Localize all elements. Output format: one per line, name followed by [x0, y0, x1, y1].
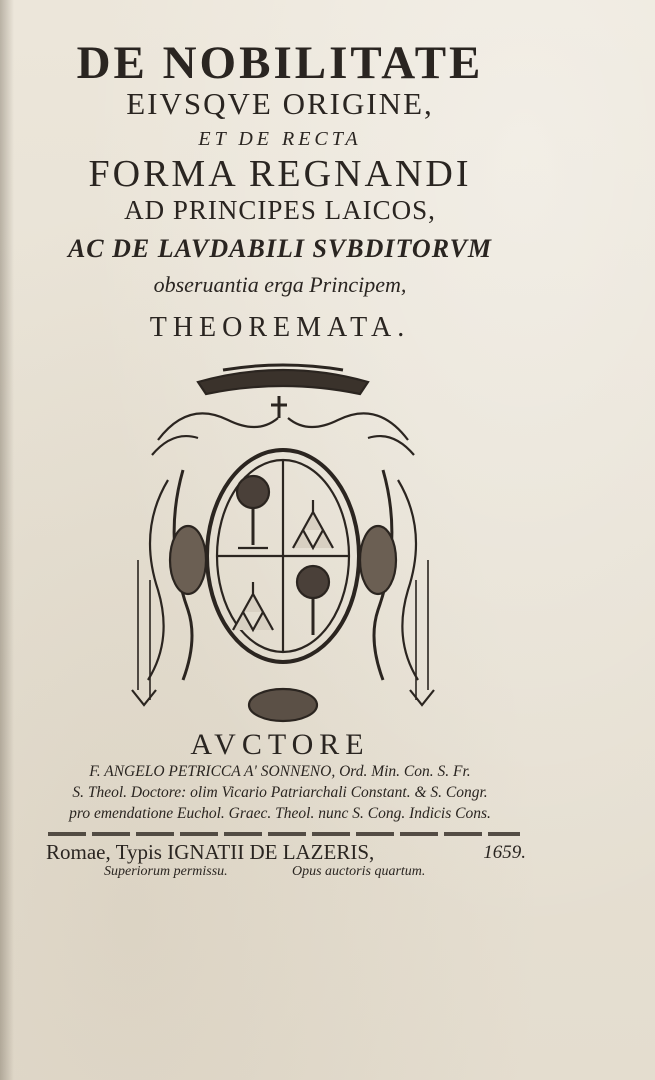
author-line-1: F. ANGELO PETRICCA A' SONNENO, Ord. Min. Con. S. Fr. [89, 763, 471, 780]
title-line-4: FORMA REGNANDI [88, 153, 472, 195]
author-line-2: S. Theol. Doctore: olim Vicario Patriarchali Constant. & S. Congr. [72, 784, 488, 801]
imprint-permission: Superiorum permissu. [104, 864, 228, 879]
separator-rule [48, 832, 520, 836]
title-line-7: obseruantia erga Principem, [153, 272, 407, 297]
title-line-3: ET DE RECTA [198, 128, 362, 150]
imprint-place-printer: Romae, Typis IGNATII DE LAZERIS, [46, 840, 375, 864]
author-line-3: pro emendatione Euchol. Graec. Theol. nunc S. Cong. Indicis Cons. [69, 805, 491, 822]
imprint-year: 1659. [483, 842, 526, 863]
title-line-6: AC DE LAVDABILI SVBDITORVM [67, 234, 493, 263]
title-line-1: DE NOBILITATE [76, 37, 484, 89]
title-line-2: EIVSQVE ORIGINE, [126, 86, 434, 121]
title-line-8: THEOREMATA. [149, 312, 411, 343]
imprint-opus: Opus auctoris quartum. [292, 864, 426, 879]
author-heading: AVCTORE [190, 728, 370, 761]
coat-of-arms-icon [128, 360, 438, 730]
title-line-5: AD PRINCIPES LAICOS, [124, 195, 436, 225]
